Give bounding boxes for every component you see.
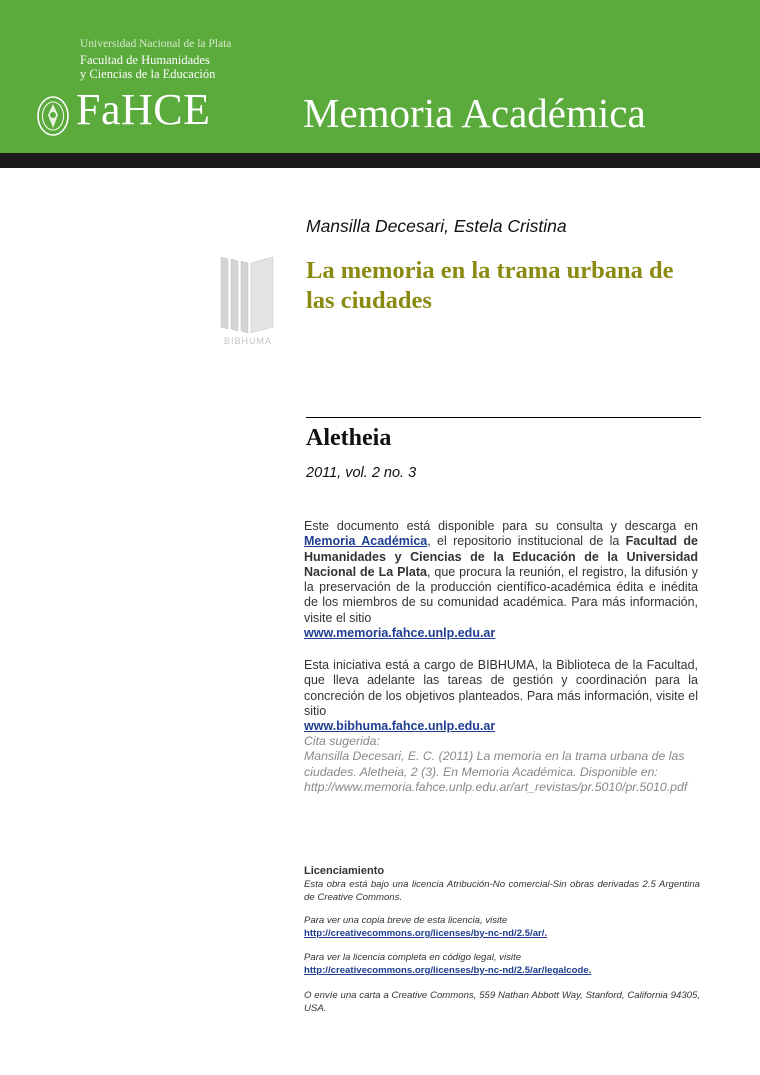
fahce-wordmark: FaHCE [76,85,211,134]
university-seal-icon [36,95,70,137]
license-text: Esta obra está bajo una licencia Atribución-No comercial-Sin obras derivadas 2.5 Argentina de Creative Commons. [304,879,700,903]
license-short-label: Para ver una copia breve de esta licencia, visite [304,915,508,926]
header-banner [0,0,760,153]
memoria-site-link[interactable]: www.memoria.fahce.unlp.edu.ar [304,626,496,641]
availability-paragraph [304,519,698,641]
suggested-citation [304,734,714,795]
faculty-name-line1: Facultad de Humanidades [80,53,210,67]
license-short-link[interactable]: http://creativecommons.org/licenses/by-nc-nd/2.5/ar/. [304,928,548,939]
availability-text-2: , el repositorio institucional de la [427,534,626,549]
license-mail-address: O envíe una carta a Creative Commons, 559 Nathan Abbott Way, Stanford, California 94305, USA. [304,990,700,1014]
memoria-academica-link[interactable]: Memoria Académica [304,534,428,549]
availability-text-3: , que procura la reunión, el registro, la difusión y la preservación de la producción científico-académica édita e inédita de los miembros de su comunidad académica. Para más información, visite el sitio [304,564,698,625]
journal-issue: 2011, vol. 2 no. 3 [306,465,417,481]
faculty-name-line2: y Ciencias de la Educación [80,67,216,81]
university-name: Universidad Nacional de la Plata [80,38,232,50]
citation-label: Cita sugerida: [304,734,380,748]
journal-name: Aletheia [306,425,392,451]
bibhuma-label: BIBHUMA [223,336,273,346]
license-heading: Licenciamiento [304,865,385,877]
license-legal-link[interactable]: http://creativecommons.org/licenses/by-nc-nd/2.5/ar/legalcode. [304,965,592,976]
repository-title: Memoria Académica [303,90,646,136]
initiative-text: Esta iniciativa está a cargo de BIBHUMA, la Biblioteca de la Facultad, que lleva adelante las tareas de gestión y coordinación para la concreción de los objetivos planteados. Para más información, visite el sitio [304,658,698,718]
initiative-paragraph [304,658,698,734]
bibhuma-logo [215,255,281,347]
license-legal-label: Para ver la licencia completa en código legal, visite [304,952,522,963]
article-title: La memoria en la trama urbana de las ciudades [306,257,674,314]
header-divider-bar [0,153,760,168]
availability-text-1: Este documento está disponible para su consulta y descarga en [304,519,698,533]
title-divider [306,417,701,418]
bibhuma-site-link[interactable]: www.bibhuma.fahce.unlp.edu.ar [304,719,496,734]
article-author: Mansilla Decesari, Estela Cristina [306,216,567,236]
citation-text: Mansilla Decesari, E. C. (2011) La memoria en la trama urbana de las ciudades. Aletheia, 2 (3). En Memoria Académica. Disponible en: http://www.memoria.fahce.unlp.edu.ar/art_revistas/pr.5010/pr.5010.pdf [304,749,688,794]
institution-name: Facultad de Humanidades y Ciencias de la Educación de la Universidad Nacional de La Plata [304,534,698,579]
